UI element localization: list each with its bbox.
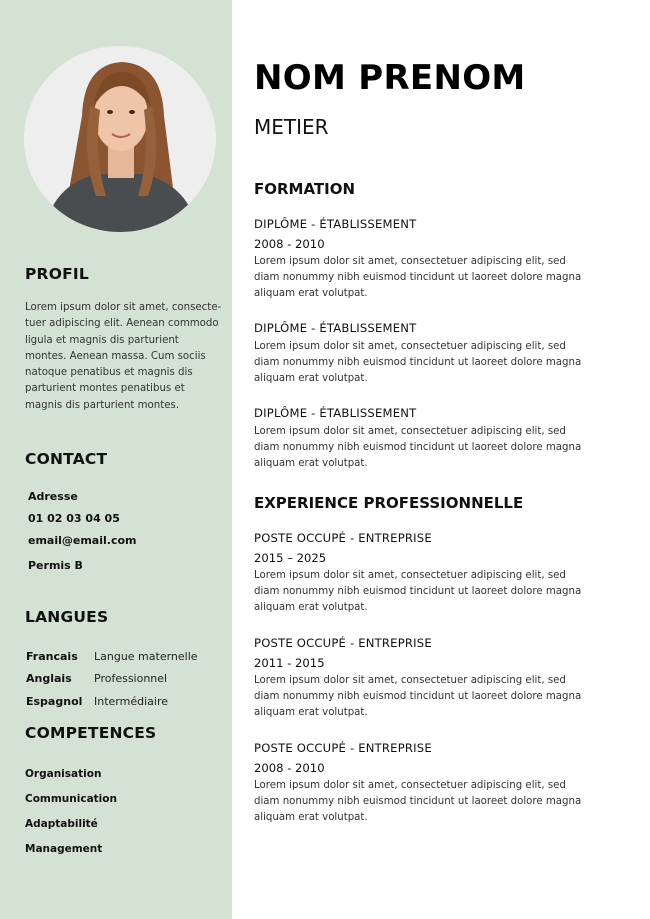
profile-photo xyxy=(24,46,216,232)
experience-entry-title: POSTE OCCUPÉ - ENTREPRISE xyxy=(254,531,432,545)
formation-entry-title: DIPLÔME - ÉTABLISSEMENT xyxy=(254,217,417,231)
experience-entry-desc: Lorem ipsum dolor sit amet, consectetuer adipiscing elit, sed diam nonummy nibh euismod tincidunt ut laoreet dolore magna aliquam erat volutpat. xyxy=(254,570,582,614)
experience-heading: EXPERIENCE PROFESSIONNELLE xyxy=(254,494,524,512)
profil-text: Lorem ipsum dolor sit amet, consecte- tuer adipiscing elit. Aenean commodo ligula et magnis dis parturient montes. Aenean massa. Cum sociis natoque penatibus et magnis dis parturient montes penatibus et magnis dis parturient montes. xyxy=(25,302,222,411)
profil-heading: PROFIL xyxy=(25,265,89,283)
langue-name: Francais xyxy=(26,650,78,663)
contact-email: email@email.com xyxy=(28,534,137,547)
langue-name: Anglais xyxy=(26,672,72,685)
competences-heading: COMPETENCES xyxy=(25,724,157,742)
langues-heading: LANGUES xyxy=(25,608,109,626)
portrait-illustration xyxy=(24,46,216,232)
main-content xyxy=(232,0,650,919)
experience-entry-desc: Lorem ipsum dolor sit amet, consectetuer adipiscing elit, sed diam nonummy nibh euismod tincidunt ut laoreet dolore magna aliquam erat volutpat. xyxy=(254,780,582,824)
langue-level: Langue maternelle xyxy=(94,650,198,663)
formation-entry-date: 2008 - 2010 xyxy=(254,237,325,251)
skill-item: Communication xyxy=(25,793,117,805)
contact-phone: 01 02 03 04 05 xyxy=(28,512,120,525)
experience-entry-title: POSTE OCCUPÉ - ENTREPRISE xyxy=(254,741,432,755)
formation-entry-desc: Lorem ipsum dolor sit amet, consectetuer adipiscing elit, sed diam nonummy nibh euismod tincidunt ut laoreet dolore magna aliquam erat volutpat. xyxy=(254,256,582,300)
formation-entry-title: DIPLÔME - ÉTABLISSEMENT xyxy=(254,406,417,420)
experience-entry-date: 2011 - 2015 xyxy=(254,656,325,670)
formation-heading: FORMATION xyxy=(254,180,356,198)
skill-item: Organisation xyxy=(25,768,102,780)
contact-license: Permis B xyxy=(28,559,83,572)
full-name: NOM PRENOM xyxy=(254,58,526,98)
experience-entry-title: POSTE OCCUPÉ - ENTREPRISE xyxy=(254,636,432,650)
langue-level: Intermédiaire xyxy=(94,695,168,708)
skill-item: Adaptabilité xyxy=(25,818,98,830)
experience-entry-date: 2008 - 2010 xyxy=(254,761,325,775)
contact-address: Adresse xyxy=(28,490,78,503)
job-title: METIER xyxy=(254,115,329,139)
formation-entry-desc: Lorem ipsum dolor sit amet, consectetuer adipiscing elit, sed diam nonummy nibh euismod tincidunt ut laoreet dolore magna aliquam erat volutpat. xyxy=(254,426,582,470)
langue-level: Professionnel xyxy=(94,672,168,685)
formation-entry-desc: Lorem ipsum dolor sit amet, consectetuer adipiscing elit, sed diam nonummy nibh euismod tincidunt ut laoreet dolore magna aliquam erat volutpat. xyxy=(254,341,582,385)
formation-entry-title: DIPLÔME - ÉTABLISSEMENT xyxy=(254,321,417,335)
experience-entry-date: 2015 – 2025 xyxy=(254,551,327,565)
experience-entry-desc: Lorem ipsum dolor sit amet, consectetuer adipiscing elit, sed diam nonummy nibh euismod tincidunt ut laoreet dolore magna aliquam erat volutpat. xyxy=(254,675,582,719)
skill-item: Management xyxy=(25,843,103,855)
langue-name: Espagnol xyxy=(26,695,83,708)
contact-heading: CONTACT xyxy=(25,450,108,468)
sidebar xyxy=(0,0,232,919)
